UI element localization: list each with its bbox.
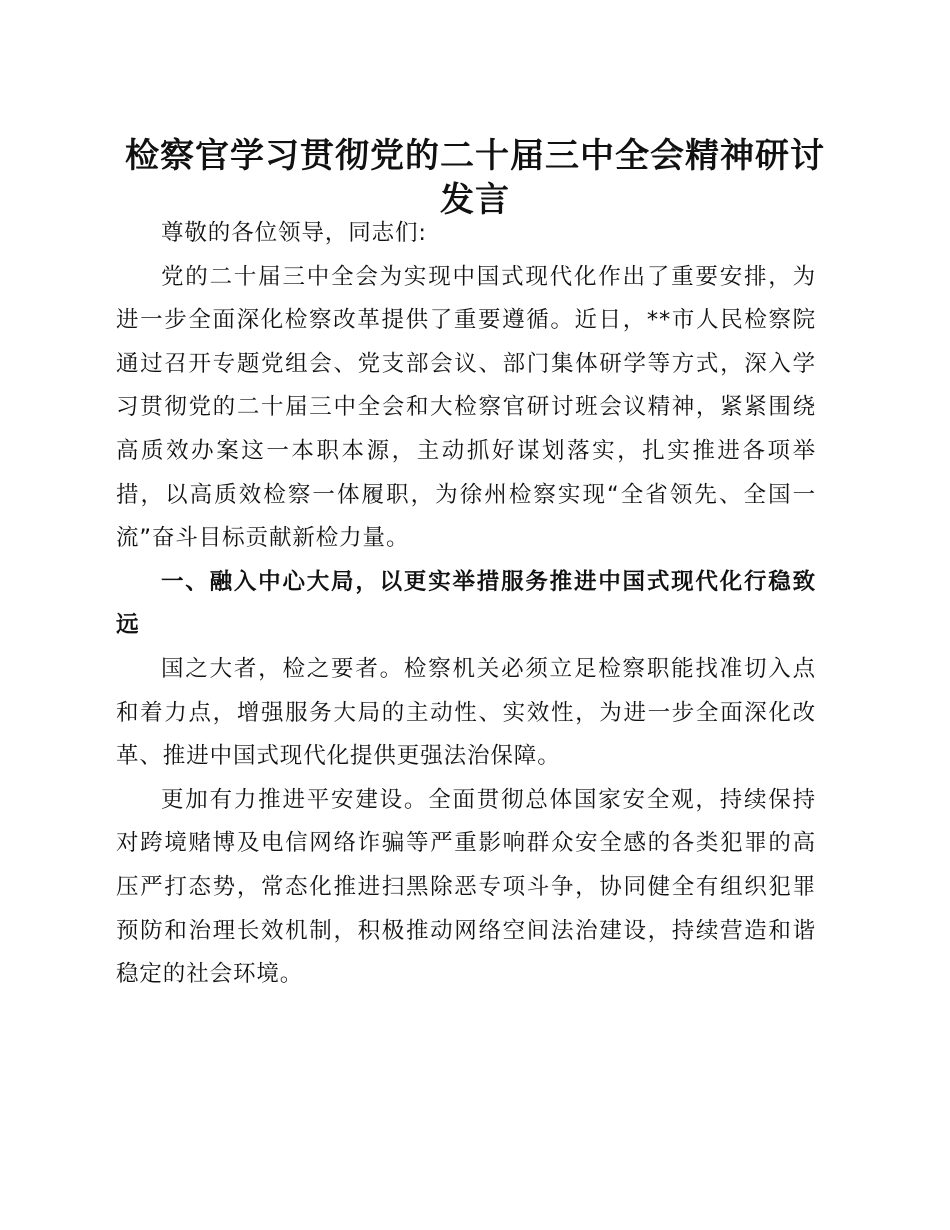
paragraph-safety-building: 更加有力推进平安建设。全面贯彻总体国家安全观，持续保持对跨境赌博及电信网络诈骗等严重影响群众安全感的各类犯罪的高压严打态势，常态化推进扫黑除恶专项斗争，协同健全有组织犯罪预防和治理长效机制，积极推动网络空间法治建设，持续营造和谐稳定的社会环境。 (116, 786, 816, 988)
paragraph-intro: 党的二十届三中全会为实现中国式现代化作出了重要安排，为进一步全面深化检察改革提供了重要遵循。近日，**市人民检察院通过召开专题党组会、党支部会议、部门集体研学等方式，深入学习贯彻党的二十届三中全会和大检察官研讨班会议精神，紧紧围绕高质效办案这一本职本源，主动抓好谋划落实，扎实推进各项举措，以高质效检察一体履职，为徐州检察实现“全省领先、全国一流”奋斗目标贡献新检力量。 (116, 263, 816, 552)
title-line-2: 发言 (440, 180, 510, 220)
title-line-1: 检察官学习贯彻党的二十届三中全会精神研讨 (125, 136, 825, 176)
salutation: 尊敬的各位领导，同志们: (161, 220, 427, 246)
paragraph-section-1-intro: 国之大者，检之要者。检察机关必须立足检察职能找准切入点和着力点，增强服务大局的主动性、实效性，为进一步全面深化改革、推进中国式现代化提供更强法治保障。 (116, 655, 816, 770)
document-body (116, 212, 816, 997)
section-heading-1: 一、融入中心大局，以更实举措服务推进中国式现代化行稳致远 (116, 568, 816, 639)
document-title (100, 134, 850, 222)
